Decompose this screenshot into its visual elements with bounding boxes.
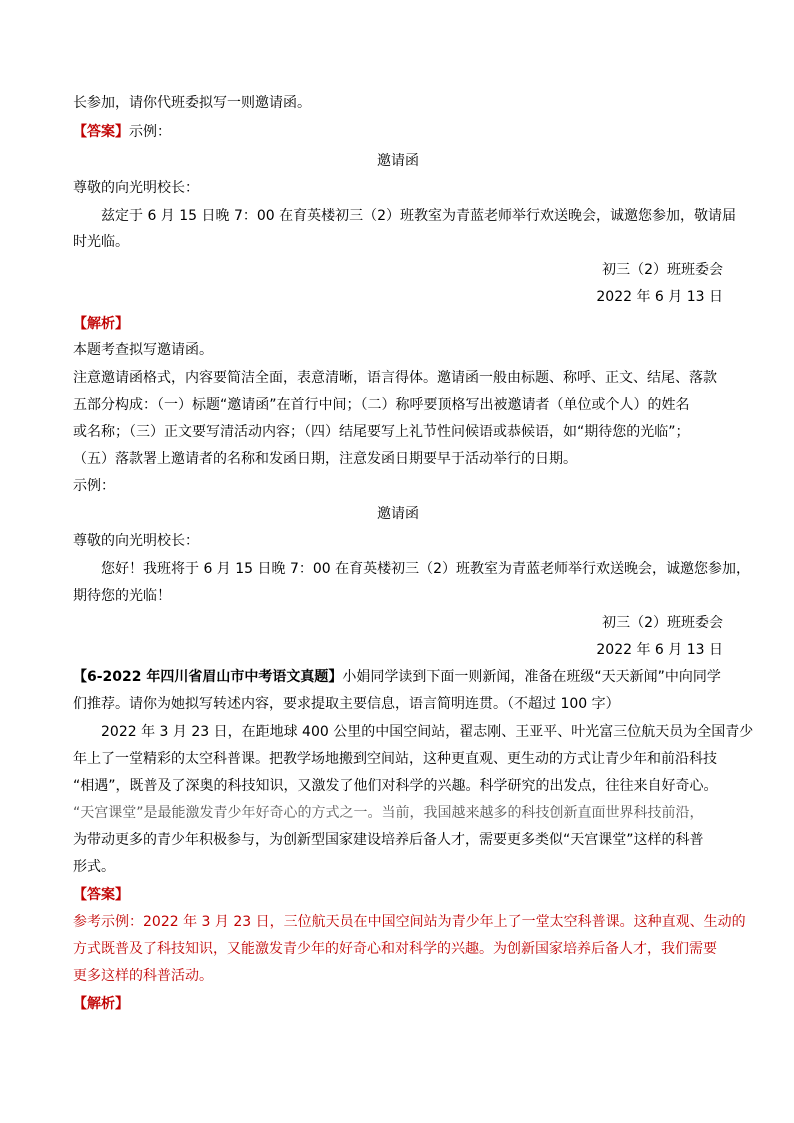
question-prompt: 【6-2022 年四川省眉山市中考语文真题】小娟同学读到下面一则新闻，准备在班级“天天新闻”中向同学	[73, 669, 721, 685]
news-line: 为带动更多的青少年积极参与，为创新型国家建设培养后备人才，需要更多类似“天宫课堂”这样的科普	[73, 832, 704, 848]
question-prompt: 们推荐。请你为她拟写转述内容，要求提取主要信息，语言简明连贯。（不超过 100 字）	[73, 696, 620, 712]
example-body: 期待您的光临！	[73, 588, 171, 604]
question-source: 【6-2022 年四川省眉山市中考语文真题】	[73, 669, 343, 685]
example-date: 2022 年 6 月 13 日	[596, 642, 723, 658]
answer-tag: 【答案】	[73, 887, 129, 903]
news-line: 2022 年 3 月 23 日，在距地球 400 公里的中国空间站，翟志刚、王亚平、叶光富三位航天员为全国青少	[101, 724, 754, 740]
answer-line: 更多这样的科普活动。	[73, 968, 213, 984]
analysis-line: （五）落款署上邀请者的名称和发函日期，注意发函日期要早于活动举行的日期。	[73, 451, 577, 467]
analysis-tag: 【解析】	[73, 996, 129, 1012]
news-line: 年上了一堂精彩的太空科普课。把教学场地搬到空间站，这种更直观、更生动的方式让青少年和前沿科技	[73, 751, 717, 767]
analysis-line: 或名称；（三）正文要写清活动内容；（四）结尾要写上礼节性问候语或恭候语，如“期待您的光临”；	[73, 424, 690, 440]
letter-title: 邀请函	[377, 153, 419, 169]
letter-signer: 初三（2）班班委会	[602, 262, 723, 278]
answer-line: 方式既普及了科技知识，又能激发青少年的好奇心和对科学的兴趣。为创新国家培养后备人才，我们需要	[73, 941, 717, 957]
news-line: 形式。	[73, 859, 115, 875]
news-line: “相遇”，既普及了深奥的科技知识，又激发了他们对科学的兴趣。科学研究的出发点，往往来自好奇心。	[73, 778, 718, 794]
analysis-line: 本题考查拟写邀请函。	[73, 342, 213, 358]
letter-salutation: 尊敬的向光明校长：	[73, 180, 199, 196]
answer-line: 参考示例：2022 年 3 月 23 日，三位航天员在中国空间站为青少年上了一堂太空科普课。这种直观、生动的	[73, 914, 746, 930]
question-intro: 长参加，请你代班委拟写一则邀请函。	[73, 95, 311, 111]
example-signer: 初三（2）班班委会	[602, 615, 723, 631]
example-label: 示例：	[73, 478, 115, 494]
letter-body: 时光临。	[73, 234, 129, 250]
letter-body: 兹定于 6 月 15 日晚 7：00 在育英楼初三（2）班教室为青蓝老师举行欢送晚会，诚邀您参加，敬请届	[101, 208, 737, 224]
answer-tag: 【答案】	[73, 124, 129, 140]
example-title: 邀请函	[377, 506, 419, 522]
example-salutation: 尊敬的向光明校长：	[73, 533, 199, 549]
letter-date: 2022 年 6 月 13 日	[596, 289, 723, 305]
analysis-tag: 【解析】	[73, 316, 129, 332]
example-body: 您好！我班将于 6 月 15 日晚 7：00 在育英楼初三（2）班教室为青蓝老师举行欢送晚会，诚邀您参加，	[101, 561, 751, 577]
answer-line	[73, 122, 723, 142]
analysis-line: 五部分构成：（一）标题“邀请函”在首行中间；（二）称呼要顶格写出被邀请者（单位或个人）的姓名	[73, 397, 690, 413]
answer-prefix: 示例：	[129, 124, 171, 140]
analysis-line: 注意邀请函格式，内容要简洁全面，表意清晰，语言得体。邀请函一般由标题、称呼、正文、结尾、落款	[73, 370, 717, 386]
news-line: “天宫课堂”是最能激发青少年好奇心的方式之一。当前，我国越来越多的科技创新直面世界科技前沿，	[73, 805, 704, 821]
